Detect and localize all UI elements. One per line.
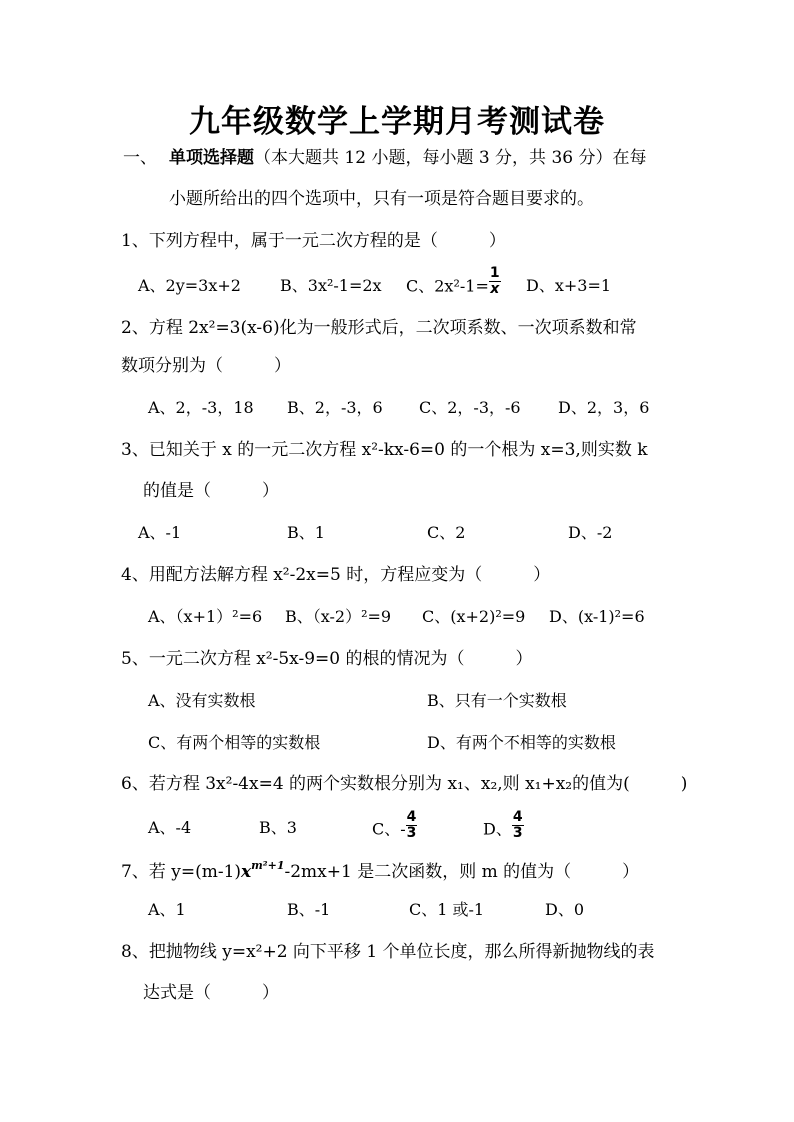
q4-option-d: D、(x-1)²=6: [549, 607, 645, 626]
question-7-stem: [121, 860, 639, 881]
fraction-denominator: x: [490, 280, 500, 297]
q7-option-c: C、1 或-1: [409, 900, 485, 919]
q6-option-c-fraction: [406, 810, 418, 840]
question-8-stem-cont: 达式是（ ）: [143, 983, 279, 1003]
q6-option-c: [372, 809, 417, 841]
question-8-stem: 8、把抛物线 y=x²+2 向下平移 1 个单位长度，那么所得新抛物线的表: [121, 942, 655, 962]
q6-option-a: A、-4: [148, 818, 192, 837]
page-title: 九年级数学上学期月考测试卷: [189, 104, 605, 140]
question-6-stem: 6、若方程 3x²-4x=4 的两个实数根分别为 x₁、x₂,则 x₁+x₂的值为( ): [121, 774, 688, 794]
fraction-denominator: 3: [512, 824, 523, 841]
q6-option-d-text: D、: [483, 819, 512, 839]
q3-option-b: B、1: [287, 523, 325, 542]
fraction-denominator: 3: [406, 824, 417, 841]
q2-option-c: C、2，-3，-6: [419, 398, 521, 417]
q3-option-c: C、2: [427, 523, 466, 542]
q7-stem-suffix: -2mx+1 是二次函数，则 m 的值为（ ）: [284, 862, 640, 882]
q7-power-base: x: [241, 862, 252, 882]
section-number: 一、: [123, 148, 157, 168]
question-3-stem-cont: 的值是（ ）: [143, 481, 279, 501]
q2-option-a: A、2，-3，18: [148, 398, 254, 417]
section-heading: 单项选择题: [169, 148, 254, 168]
q7-option-a: A、1: [148, 900, 186, 919]
fraction-numerator: 1: [489, 265, 500, 281]
q1-option-c-text: C、2x²-1=: [406, 276, 489, 296]
q1-option-c-fraction: [489, 266, 501, 296]
q3-option-a: A、-1: [138, 523, 182, 542]
q6-option-d-fraction: [512, 810, 524, 840]
q7-option-b: B、-1: [287, 900, 331, 919]
section-heading-line: [169, 150, 647, 167]
section-description: （本大题共 12 小题，每小题 3 分，共 36 分）在每: [254, 148, 647, 168]
question-2-stem: 2、方程 2x²=3(x-6)化为一般形式后，二次项系数、一次项系数和常: [121, 318, 637, 338]
q7-stem-prefix: 7、若 y=(m-1): [121, 862, 242, 882]
q3-option-d: D、-2: [568, 523, 613, 542]
q1-option-c: [406, 265, 501, 297]
section-description-cont: 小题所给出的四个选项中，只有一项是符合题目要求的。: [169, 189, 594, 209]
question-2-stem-cont: 数项分别为（ ）: [121, 356, 291, 376]
q2-option-b: B、2，-3，6: [287, 398, 383, 417]
q5-option-d: D、有两个不相等的实数根: [427, 733, 616, 752]
q2-option-d: D、2，3，6: [558, 398, 650, 417]
question-5-stem: 5、一元二次方程 x²-5x-9=0 的根的情况为（ ）: [121, 649, 533, 669]
q6-option-c-text: C、-: [372, 819, 406, 839]
question-1-stem: 1、下列方程中，属于一元二次方程的是（ ）: [121, 231, 506, 251]
q4-option-b: B、（x-2）²=9: [285, 607, 392, 626]
q7-power-exponent: m²+1: [251, 859, 285, 872]
q4-option-a: A、（x+1）²=6: [148, 607, 263, 626]
q5-option-a: A、没有实数根: [148, 691, 256, 710]
fraction-numerator: 4: [406, 809, 417, 825]
q1-option-b: B、3x²-1=2x: [280, 276, 382, 295]
q6-option-b: B、3: [259, 818, 297, 837]
question-4-stem: 4、用配方法解方程 x²-2x=5 时，方程应变为（ ）: [121, 565, 551, 585]
q1-option-a: A、2y=3x+2: [138, 276, 241, 295]
q5-option-c: C、有两个相等的实数根: [148, 733, 321, 752]
q6-option-d: [483, 809, 524, 841]
q4-option-c: C、(x+2)²=9: [422, 607, 526, 626]
q5-option-b: B、只有一个实数根: [427, 691, 567, 710]
question-3-stem: 3、已知关于 x 的一元二次方程 x²-kx-6=0 的一个根为 x=3,则实数 k: [121, 440, 648, 460]
q1-option-d: D、x+3=1: [526, 276, 612, 295]
fraction-numerator: 4: [512, 809, 523, 825]
q7-option-d: D、0: [545, 900, 585, 919]
